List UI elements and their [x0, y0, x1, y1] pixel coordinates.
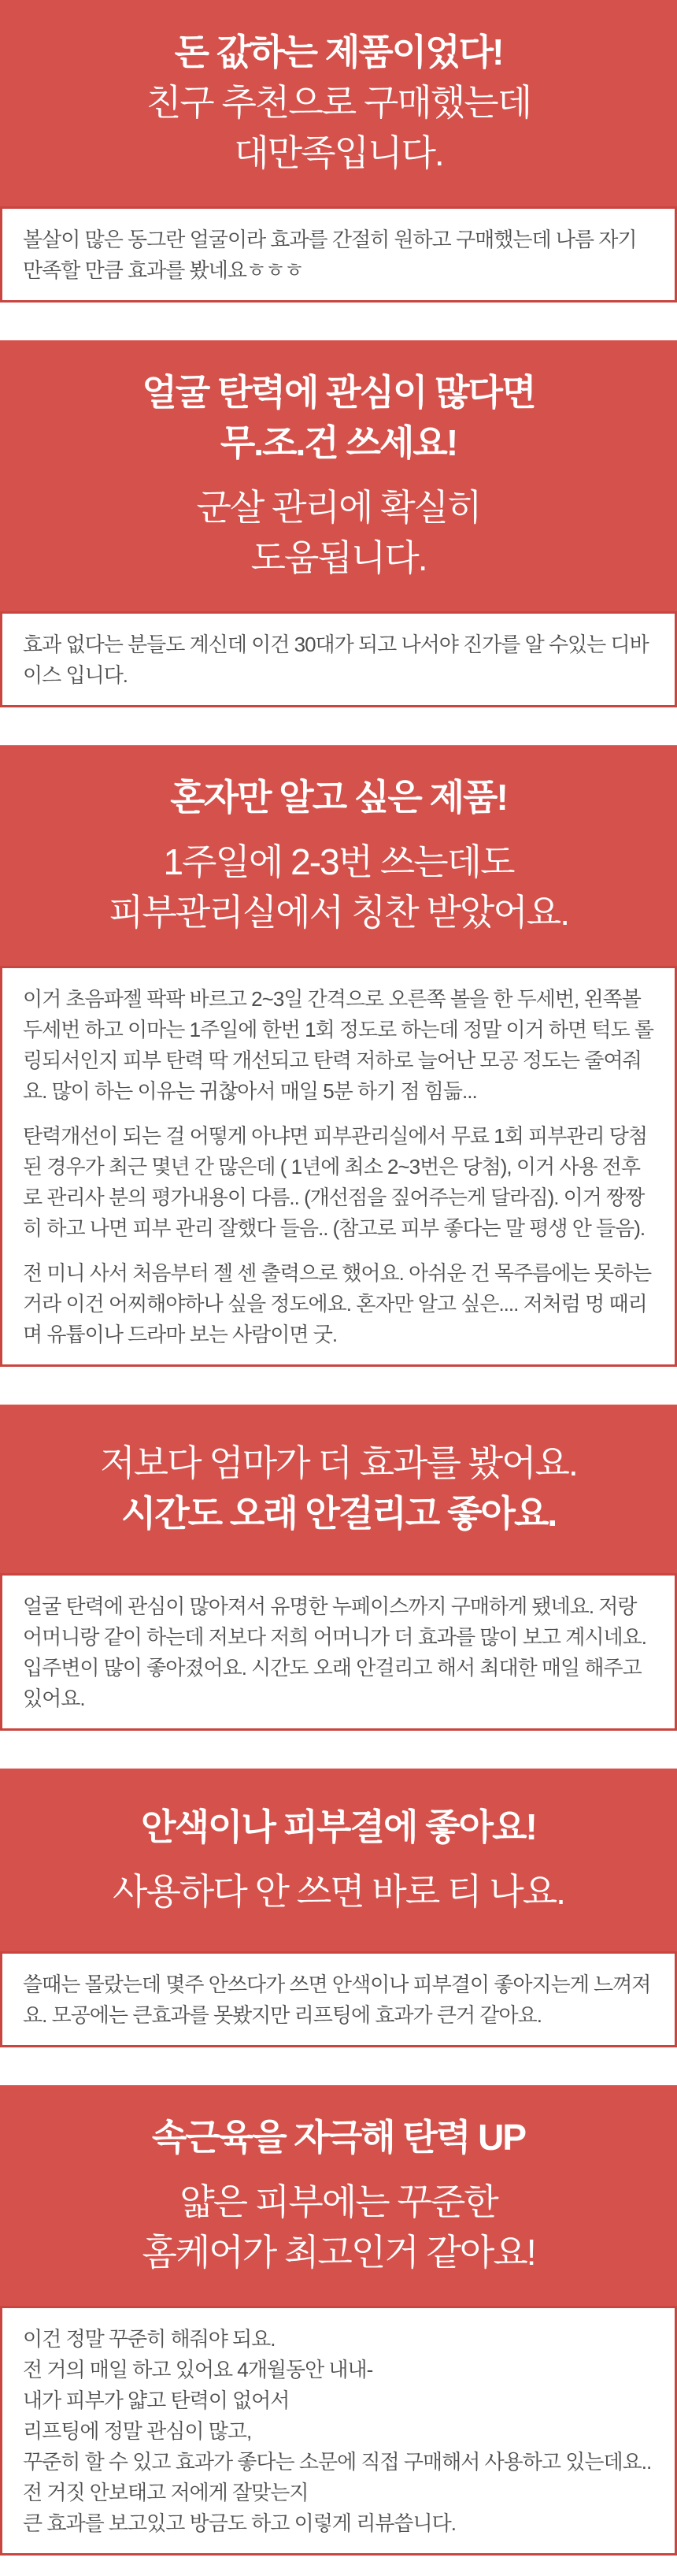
review-box-6: [0, 2306, 677, 2556]
review-box-5: [0, 1951, 677, 2047]
headline-line: 얼굴 탄력에 관심이 많다면: [142, 372, 535, 413]
review-line: 내가 피부가 얇고 탄력이 없어서: [23, 2389, 290, 2412]
headline-banner-6: [0, 2085, 677, 2306]
headline-line: 돈 값하는 제품이었다!: [174, 32, 503, 72]
headline-banner-3: [0, 745, 677, 966]
headline-line: 피부관리실에서 칭찬 받았어요.: [108, 892, 568, 933]
headline-line: 저보다 엄마가 더 효과를 봤어요.: [100, 1442, 577, 1483]
headline-banner-4: [0, 1405, 677, 1573]
review-paragraph: 탄력개선이 되는 걸 어떻게 아냐면 피부관리실에서 무료 1회 피부관리 당첨된 경우가 최근 몇년 간 많은데 ( 1년에 최소 2~3번은 당첨), 이거 사용 전후로 관리사 분의 평가내용이 다름.. (개선점을 짚어주는게 달라짐). 이거 짱짱히 하고 나면 피부 관리 잘했다 들음.. (참고로 피부 좋다는 말 평생 안 들음).: [23, 1124, 647, 1240]
headline-line: 시간도 오래 안걸리고 좋아요.: [120, 1493, 557, 1534]
review-box-3: [0, 966, 677, 1367]
review-line: 전 거짓 안보태고 저에게 잘맞는지: [23, 2481, 309, 2504]
review-paragraph: 볼살이 많은 동그란 얼굴이라 효과를 간절히 원하고 구매했는데 나름 자기만족할 만큼 효과를 봤네요ㅎㅎㅎ: [23, 228, 637, 282]
headline-line: 속근육을 자극해 탄력 UP: [151, 2117, 526, 2158]
headline-line: 안색이나 피부결에 좋아요!: [141, 1806, 536, 1847]
headline-line: 군살 관리에 확실히: [196, 487, 481, 528]
review-paragraph: 쓸때는 몰랐는데 몇주 안쓰다가 쓰면 안색이나 피부결이 좋아지는게 느껴져요. 모공에는 큰효과를 못봤지만 리프팅에 효과가 큰거 같아요.: [23, 1973, 651, 2027]
review-line: 큰 효과를 보고있고 방금도 하고 이렇게 리뷰씁니다.: [23, 2511, 457, 2535]
headline-line: 도움됩니다.: [250, 537, 427, 578]
review-line: 전 거의 매일 하고 있어요 4개월동안 내내-: [23, 2358, 373, 2381]
headline-line: 친구 추천으로 구매했는데: [146, 82, 531, 123]
review-paragraph: 이거 초음파젤 팍팍 바르고 2~3일 간격으로 오른쪽 볼을 한 두세번, 왼쪽볼 두세번 하고 이마는 1주일에 한번 1회 정도로 하는데 정말 이거 하면 턱도 롤링되서인지 피부 탄력 딱 개선되고 탄력 저하로 늘어난 모공 정도는 줄여줘요. 많이 하는 이유는 귀찮아서 매일 5분 하기 점 힘듦...: [23, 987, 653, 1103]
review-box-4: [0, 1573, 677, 1731]
headline-line: 무.조.건 쓰세요!: [220, 422, 457, 463]
headline-line: 사용하다 안 쓰면 바로 티 나요.: [113, 1871, 564, 1912]
review-paragraph: 얼굴 탄력에 관심이 많아져서 유명한 누페이스까지 구매하게 됐네요. 저랑 어머니랑 같이 하는데 저보다 저희 어머니가 더 효과를 많이 보고 계시네요. 입주변이 많이 좋아졌어요. 시간도 오래 안걸리고 해서 최대한 매일 해주고 있어요.: [23, 1594, 646, 1710]
review-line: 이건 정말 꾸준히 해줘야 되요.: [23, 2327, 276, 2351]
review-paragraph: 효과 없다는 분들도 계신데 이건 30대가 되고 나서야 진가를 알 수있는 디바이스 입니다.: [23, 633, 649, 687]
review-line: 리프팅에 정말 관심이 많고,: [23, 2419, 252, 2443]
headline-banner-2: [0, 340, 677, 611]
headline-line: 혼자만 알고 싶은 제품!: [170, 777, 507, 818]
headline-line: 홈케어가 최고인거 같아요!: [142, 2232, 535, 2273]
headline-banner-1: [0, 0, 677, 206]
headline-line: 1주일에 2-3번 쓰는데도: [163, 841, 514, 882]
headline-line: 얇은 피부에는 꾸준한: [179, 2181, 498, 2222]
headline-line: 대만족입니다.: [234, 132, 443, 173]
headline-banner-5: [0, 1769, 677, 1951]
review-box-1: [0, 206, 677, 303]
review-box-2: [0, 611, 677, 707]
review-line: 꾸준히 할 수 있고 효과가 좋다는 소문에 직접 구매해서 사용하고 있는데요..: [23, 2450, 652, 2474]
review-paragraph: 전 미니 사서 처음부터 젤 센 출력으로 했어요. 아쉬운 건 목주름에는 못하는 거라 이건 어찌해야하나 싶을 정도에요. 혼자만 알고 싶은.... 저처럼 멍 때리며 유튭이나 드라마 보는 사람이면 굿.: [23, 1261, 652, 1346]
